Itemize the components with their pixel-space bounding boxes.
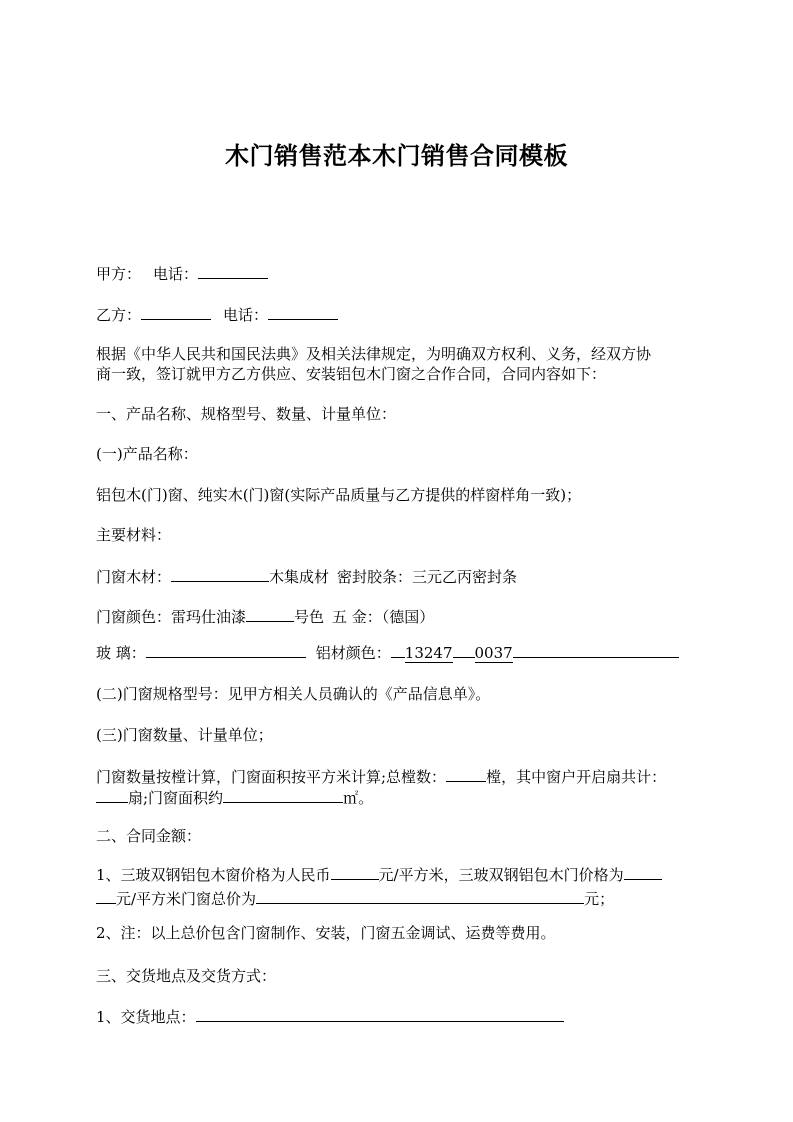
- price-text-4: 元；: [584, 890, 615, 908]
- alu-code-1: 13247: [404, 644, 453, 662]
- alu-blank-1: [391, 640, 405, 658]
- section-3-heading: 三、交货地点及交货方式：: [96, 967, 277, 985]
- door-price-blank-b: [96, 886, 116, 904]
- party-b-label: 乙方：: [96, 306, 142, 324]
- color-blank: [246, 604, 294, 622]
- alu-blank-2: [453, 640, 475, 658]
- party-a-phone-blank: [198, 261, 268, 279]
- wood-suffix: 木集成材: [269, 568, 330, 586]
- color-line: [96, 604, 700, 628]
- sash-count-blank: [96, 785, 128, 803]
- window-price-blank: [331, 862, 379, 880]
- delivery-location-label: 1、交货地点：: [96, 1008, 196, 1026]
- intro-line-1: 根据《中华人民共和国民法典》及相关法律规定，为明确双方权利、义务，经双方协: [96, 345, 652, 363]
- price-line-2: [96, 886, 700, 910]
- price-text-3: 元/平方米门窗总价为: [116, 890, 257, 908]
- total-price-blank: [256, 886, 584, 904]
- glass-line: [96, 640, 700, 664]
- party-a-label: 甲方：: [96, 265, 142, 283]
- qty-text-4: ㎡。: [343, 789, 374, 807]
- intro-line-2: 商一致，签订就甲方乙方供应、安装铝包木门窗之合作合同，合同内容如下：: [96, 365, 607, 383]
- spec-model-line: (二)门窗规格型号：见甲方相关人员确认的《产品信息单》。: [96, 685, 491, 703]
- seal-text: 密封胶条：三元乙丙密封条: [337, 568, 518, 586]
- price-line-1: [96, 862, 700, 886]
- party-b-phone-label: 电话：: [223, 306, 269, 324]
- product-description: 铝包木(门)窗、纯实木(门)窗(实际产品质量与乙方提供的样窗样角一致)；: [96, 486, 582, 504]
- price-note: 2、注：以上总价包含门窗制作、安装，门窗五金调试、运费等费用。: [96, 924, 556, 942]
- party-b-line: [96, 302, 700, 326]
- hardware-text: 五 金：（德国）: [332, 608, 435, 626]
- wood-line: [96, 564, 700, 588]
- product-name-heading: (一)产品名称：: [96, 445, 198, 463]
- color-label: 门窗颜色：雷玛仕油漆: [96, 608, 247, 626]
- glass-blank: [146, 640, 306, 658]
- area-blank: [223, 785, 343, 803]
- color-suffix: 号色: [294, 608, 325, 626]
- delivery-location-line: [96, 1004, 700, 1028]
- party-b-name-blank: [141, 302, 211, 320]
- price-text-2: 元/平方米，三玻双钢铝包木门价格为: [378, 866, 624, 884]
- qty-text-2: 樘，其中窗户开启扇共计：: [486, 768, 667, 786]
- door-price-blank-a: [624, 862, 662, 880]
- document-title: 木门销售范本木门销售合同模板: [225, 142, 568, 170]
- quantity-heading: (三)门窗数量、计量单位；: [96, 726, 273, 744]
- party-b-phone-blank: [268, 302, 338, 320]
- delivery-location-blank: [196, 1004, 564, 1022]
- wood-blank: [171, 564, 269, 582]
- alu-code-2: 0037: [474, 644, 513, 662]
- party-a-phone-label: 电话：: [153, 265, 199, 283]
- alu-blank-3: [513, 640, 679, 658]
- wood-label: 门窗木材：: [96, 568, 172, 586]
- party-a-line: [96, 261, 700, 285]
- section-2-heading: 二、合同金额：: [96, 827, 202, 845]
- quantity-line-2: [96, 785, 700, 809]
- price-text-1: 1、三玻双钢铝包木窗价格为人民币: [96, 866, 331, 884]
- qty-text-1: 门窗数量按樘计算，门窗面积按平方米计算;总樘数：: [96, 768, 447, 786]
- section-1-heading: 一、产品名称、规格型号、数量、计量单位：: [96, 405, 397, 423]
- total-doors-blank: [446, 764, 486, 782]
- materials-heading: 主要材料：: [96, 526, 172, 544]
- qty-text-3: 扇;门窗面积约: [128, 789, 224, 807]
- alu-color-label: 铝材颜色：: [315, 644, 391, 662]
- glass-label: 玻 璃：: [96, 644, 146, 662]
